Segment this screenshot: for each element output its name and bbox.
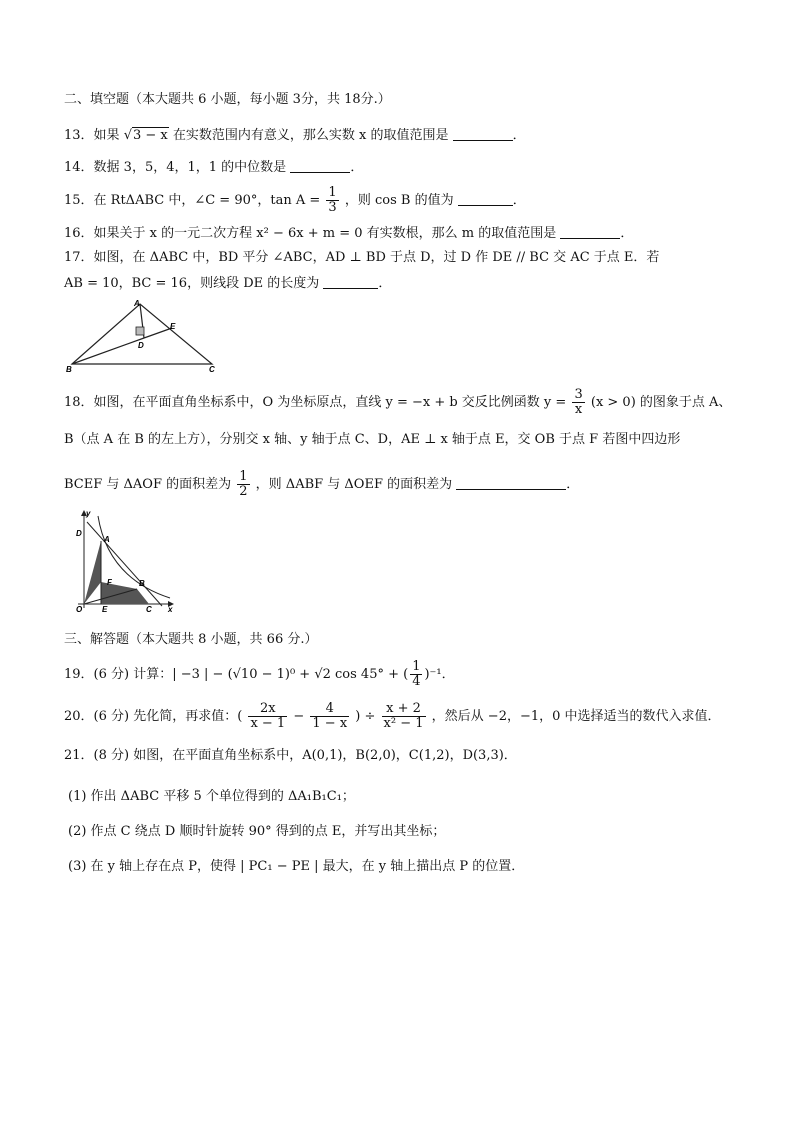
svg-text:B: B (139, 579, 145, 588)
question-13: 13．如果 √3 − x 在实数范围内有意义，那么实数 x 的取值范围是 ． (64, 128, 526, 143)
q19-fraction: $\frac{1}{4}$ (412, 659, 421, 689)
question-21: 21．(8 分) 如图，在平面直角坐标系中，A(0,1)，B(2,0)，C(1,2)，D(3,3)． (64, 748, 517, 763)
q20-fraction-3: $\frac{x + 2}{\text{x² − 1}}$ (383, 701, 424, 731)
svg-text:E: E (170, 322, 176, 331)
svg-text:A: A (104, 535, 110, 544)
svg-text:A: A (134, 299, 140, 308)
question-17-line-1: 17．如图，在 ΔABC 中，BD 平分 ∠ABC，AD ⊥ BD 于点 D，过 D 作 DE // BC 交 AC 于点 E．若 (64, 250, 660, 265)
svg-text:F: F (107, 578, 112, 587)
question-21-part-3: (3) 在 y 轴上存在点 P，使得 | PC₁ − PE | 最大，在 y 轴上描出点 P 的位置． (68, 859, 525, 874)
question-16: 16．如果关于 x 的一元二次方程 x² − 6x + m = 0 有实数根，那么 m 的取值范围是 ． (64, 226, 634, 241)
question-19: 19．(6 分) 计算：| −3 | − (√10 − 1)⁰ + √2 cos 45° + ( $\frac{1}{4}$ )⁻¹． (64, 659, 455, 689)
svg-text:B: B (66, 365, 72, 374)
question-21-part-2: (2) 作点 C 绕点 D 顺时针旋转 90° 得到的点 E，并写出其坐标； (68, 824, 446, 839)
question-18-line-2: B（点 A 在 B 的左上方），分别交 x 轴、y 轴于点 C、D，AE ⊥ x 轴于点 E，交 OB 于点 F 若图中四边形 (64, 432, 681, 447)
q17-triangle-figure (64, 298, 222, 374)
q14-answer-blank[interactable] (290, 172, 350, 173)
question-20: 20．(6 分) 先化简，再求值：( $\frac{2x}{x - 1}$ − $\frac{4}{1 - x}$ ) ÷ $\frac{x + 2}{\text{x² − 1}}$ ，然后从 −2，−1，0 中选择适当的数代入求值． (64, 701, 721, 731)
q20-fraction-1: $\frac{2x}{x - 1}$ (250, 701, 286, 731)
svg-text:D: D (76, 529, 82, 538)
question-17-line-2: AB = 10，BC = 16，则线段 DE 的长度为 ． (64, 276, 392, 291)
question-15: 15．在 RtΔABC 中，∠C = 90°，tan A = $\frac{1}{3}$ ，则 cos B 的值为 ． (64, 185, 526, 215)
q17-answer-blank[interactable] (323, 288, 378, 289)
q15-answer-blank[interactable] (458, 205, 513, 206)
question-18-line-1: 18．如图，在平面直角坐标系中，O 为坐标原点，直线 y = −x + b 交反比例函数 y = $\frac{3}{x}$ (x > 0) 的图象于点 A、 (64, 387, 732, 417)
q15-fraction: $\frac{1}{3}$ (328, 185, 337, 215)
q18-answer-blank[interactable] (456, 489, 566, 490)
svg-text:C: C (146, 605, 152, 614)
svg-text:y: y (86, 509, 91, 518)
svg-text:E: E (102, 605, 108, 614)
q18-coordinate-figure (70, 508, 176, 614)
question-21-part-1: (1) 作出 ΔABC 平移 5 个单位得到的 ΔA₁B₁C₁； (68, 789, 355, 804)
q13-radicand: 3 − x (132, 128, 168, 143)
q20-fraction-2: $\frac{4}{1 - x}$ (312, 701, 348, 731)
svg-text:x: x (168, 605, 173, 614)
q18-fraction-1: $\frac{3}{x}$ (574, 387, 583, 417)
section-2-title: 二、填空题（本大题共 6 小题，每小题 3分，共 18分.） (64, 92, 391, 107)
svg-text:D: D (138, 341, 144, 350)
svg-text:O: O (76, 605, 83, 614)
question-14: 14．数据 3，5，4，1，1 的中位数是 ． (64, 160, 364, 175)
q18-fraction-2: $\frac{1}{2}$ (239, 469, 248, 499)
section-3-title: 三、解答题（本大题共 8 小题，共 66 分.） (64, 632, 318, 647)
svg-text:C: C (209, 365, 215, 374)
q16-answer-blank[interactable] (560, 238, 620, 239)
q13-answer-blank[interactable] (453, 140, 513, 141)
question-18-line-3: BCEF 与 ΔAOF 的面积差为 $\frac{1}{2}$ ，则 ΔABF 与 ΔOEF 的面积差为 ． (64, 469, 580, 499)
